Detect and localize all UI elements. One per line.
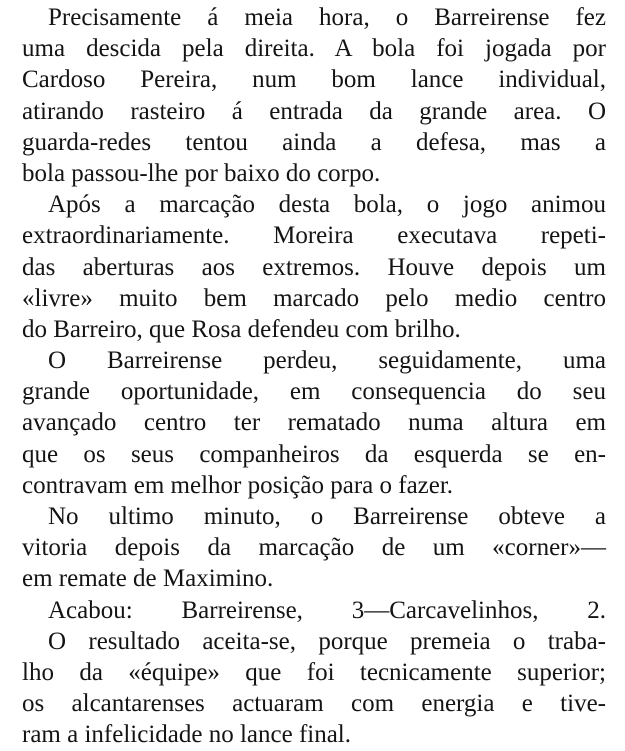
text-line: atirando rasteiro á entrada da grande area. O bbox=[22, 97, 606, 125]
text-line: extraordinariamente. Moreira executava repeti- bbox=[22, 222, 606, 250]
paragraph-last-minute bbox=[22, 501, 606, 595]
text-line: avançado centro ter rematado numa altura em bbox=[22, 409, 606, 437]
text-line: do Barreiro, que Rosa defendeu com brilho. bbox=[22, 315, 461, 343]
text-line: que os seus companheiros da esquerda se en- bbox=[22, 440, 606, 468]
text-line: Precisamente á meia hora, o Barreirense fez bbox=[48, 4, 606, 31]
text-line: das aberturas aos extremos. Houve depois um bbox=[22, 253, 606, 281]
paragraph-verdict bbox=[22, 626, 606, 751]
text-line: O resultado aceita-se, porque premeia o traba- bbox=[48, 627, 606, 655]
text-line: O Barreirense perdeu, seguidamente, uma bbox=[48, 347, 606, 375]
text-line: bola passou-lhe por baixo do corpo. bbox=[22, 159, 381, 187]
text-line: os alcantarenses actuaram com energia e tive- bbox=[22, 690, 606, 718]
text-line: No ultimo minuto, o Barreirense obteve a bbox=[48, 503, 606, 530]
paragraph-missed-opportunity bbox=[22, 345, 606, 501]
text-line: guarda-redes tentou ainda a defesa, mas a bbox=[22, 128, 606, 156]
text-line: contravam em melhor posição para o fazer. bbox=[22, 471, 454, 499]
text-line: Após a marcação desta bola, o jogo animou bbox=[48, 191, 606, 219]
text-line: ram a infelicidade no lance final. bbox=[22, 721, 352, 749]
text-line: Cardoso Pereira, num bom lance individual, bbox=[22, 66, 606, 94]
text-line: em remate de Maximino. bbox=[22, 565, 274, 593]
paragraph-final-score bbox=[22, 595, 606, 626]
paragraph-first-goal bbox=[22, 2, 606, 189]
paragraph-game-animated bbox=[22, 189, 606, 345]
text-line: lho da «équipe» que foi tecnicamente superior; bbox=[22, 658, 606, 686]
text-line: vitoria depois da marcação de um «corner»— bbox=[22, 534, 606, 562]
text-line: uma descida pela direita. A bola foi jogada por bbox=[22, 35, 606, 63]
final-score-line: Acabou: Barreirense, 3—Carcavelinhos, 2. bbox=[48, 596, 606, 624]
text-line: grande oportunidade, em consequencia do seu bbox=[22, 378, 606, 406]
newspaper-article bbox=[22, 2, 606, 751]
text-line: «livre» muito bem marcado pelo medio centro bbox=[22, 284, 606, 312]
